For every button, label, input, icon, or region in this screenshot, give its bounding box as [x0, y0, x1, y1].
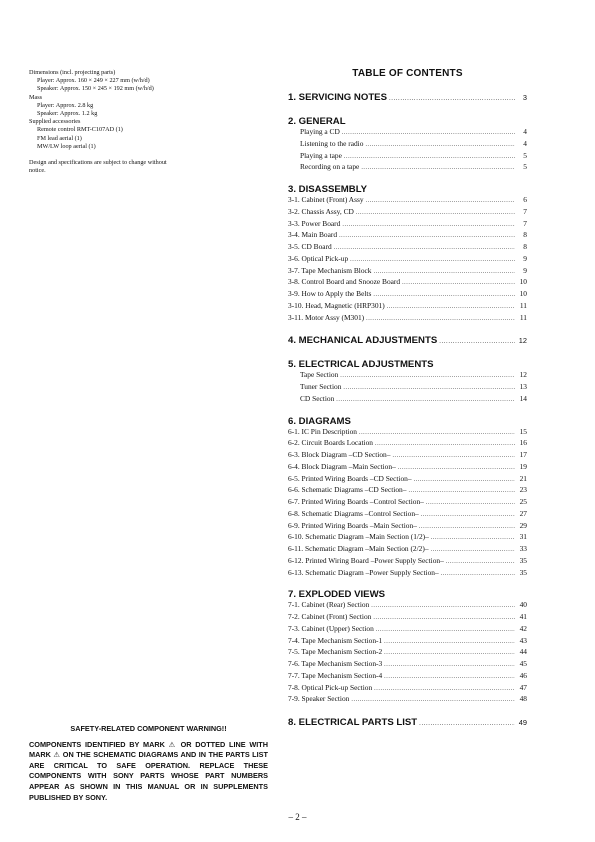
leader-dots [419, 716, 515, 731]
toc-entry-page: 35 [519, 555, 527, 565]
leader-dots [373, 612, 515, 624]
leader-dots [384, 659, 515, 671]
toc-entry[interactable] [288, 450, 527, 462]
toc-section-heading-page: 3 [522, 93, 527, 102]
toc-entry-page: 25 [519, 497, 527, 506]
toc-entry-label: 6-12. Printed Wiring Board –Power Supply Section– [288, 555, 444, 565]
toc-section [288, 91, 527, 106]
toc-entry-page: 8 [523, 230, 527, 240]
toc-entry-label: Playing a CD [300, 127, 340, 136]
leader-dots [356, 207, 515, 219]
toc-entry[interactable] [288, 612, 527, 624]
toc-entry-label: 7-3. Cabinet (Upper) Section [288, 623, 374, 633]
leader-dots [408, 485, 515, 497]
toc-entry-label: 3-9. How to Apply the Belts [288, 289, 372, 298]
leader-dots [359, 427, 515, 439]
toc-entry-label: 7-1. Cabinet (Rear) Section [288, 600, 370, 610]
toc-section-heading: 7. EXPLODED VIEWS [288, 589, 386, 601]
toc-entry-label: 6-13. Schematic Diagram –Power Supply Section– [288, 567, 439, 577]
toc-section-heading: 5. ELECTRICAL ADJUSTMENTS [288, 359, 434, 371]
toc-entry[interactable] [288, 438, 527, 450]
leader-dots [343, 382, 515, 394]
toc-entry[interactable] [288, 151, 527, 163]
toc-entry-label: 7-4. Tape Mechanism Section-1 [288, 635, 383, 645]
toc-entry[interactable] [288, 474, 527, 486]
toc-entry[interactable] [288, 289, 527, 301]
toc-section-heading-label: 1. SERVICING NOTES [288, 92, 387, 103]
toc-entry-label: 7-5. Tape Mechanism Section-2 [288, 647, 383, 657]
toc-entry-label: 3-5. CD Board [288, 242, 332, 251]
toc-section [288, 116, 527, 174]
leader-dots [441, 568, 515, 580]
toc-entry-page: 14 [519, 393, 527, 403]
spec-line: Speaker: Approx. 1.2 kg [37, 110, 98, 118]
leader-dots [421, 509, 515, 521]
toc-entry-label: 6-11. Schematic Diagram –Main Section (2/2)– [288, 544, 429, 553]
toc-section [288, 334, 527, 349]
toc-entry-label: 3-2. Chassis Assy, CD [288, 206, 354, 216]
spec-line: Dimensions (incl. projecting parts) [29, 69, 116, 76]
toc-entry-page: 6 [523, 195, 527, 204]
toc-entry-page: 42 [519, 623, 527, 633]
toc-entry-page: 35 [519, 567, 527, 577]
spec-line: Mass [29, 93, 43, 101]
toc-entry-page: 5 [523, 150, 527, 160]
warning-body: COMPONENTS IDENTIFIED BY MARK ⚠ OR DOTTED LINE WITH MARK ⚠ ON THE SCHEMATIC DIAGRAMS AND IN THE PARTS LIST ARE CRITICAL TO SAFE OPERATION. REPLACE THESE COMPONENTS WITH SONY PARTS WHOSE PART NUMBERS APPEAR AS SHOWN IN THIS MANUAL OR IN SUPPLEMENTS PUBLISHED BY SONY. [29, 739, 268, 802]
toc-entry-page: 41 [519, 612, 527, 621]
toc-entry[interactable] [288, 462, 527, 474]
toc-entry-label: 7-6. Tape Mechanism Section-3 [288, 659, 383, 668]
toc-entry[interactable] [288, 600, 527, 612]
toc-entry-label: 6-7. Printed Wiring Boards –Control Section– [288, 497, 424, 506]
toc-entry-label: 3-8. Control Board and Snooze Board [288, 277, 401, 287]
toc-entry-label: CD Section [300, 393, 335, 403]
toc-entry[interactable] [288, 556, 527, 568]
toc-entry-page: 8 [523, 242, 527, 251]
spec-line: Speaker: Approx. 150 × 245 × 192 mm (w/h/d) [37, 85, 154, 93]
toc-entry-page: 19 [519, 461, 527, 471]
leader-dots [371, 600, 515, 612]
toc-entry-page: 7 [523, 218, 527, 228]
toc-entry-page: 43 [519, 635, 527, 645]
toc-entry-page: 9 [523, 253, 527, 263]
leader-dots [387, 301, 515, 313]
warning-title: SAFETY-RELATED COMPONENT WARNING!! [70, 724, 227, 733]
toc-entry-label: Listening to the radio [300, 138, 364, 148]
toc-entry-page: 7 [523, 206, 527, 216]
leader-dots [384, 647, 515, 659]
leader-dots [431, 544, 515, 556]
toc-entry[interactable] [288, 139, 527, 151]
spec-line: FM lead aerial (1) [37, 134, 82, 142]
toc-entry-label: 7-7. Tape Mechanism Section-4 [288, 670, 383, 680]
toc-entry[interactable] [288, 427, 527, 439]
toc-entry-label: 6-5. Printed Wiring Boards –CD Section– [288, 473, 412, 483]
toc-entry-page: 31 [519, 532, 527, 542]
toc-entry-label: 3-7. Tape Mechanism Block [288, 265, 372, 275]
leader-dots [392, 450, 515, 462]
leader-dots [344, 151, 515, 163]
toc-entry[interactable] [288, 659, 527, 671]
toc-entry-page: 23 [519, 485, 527, 495]
toc-entry[interactable] [288, 671, 527, 683]
toc-section-heading[interactable] [288, 91, 527, 106]
leader-dots [361, 162, 515, 174]
toc-section-heading[interactable] [288, 334, 527, 349]
toc-entry-label: 6-6. Schematic Diagrams –CD Section– [288, 485, 407, 495]
leader-dots [365, 139, 515, 151]
leader-dots [374, 683, 515, 695]
specifications-block [29, 69, 229, 175]
toc-entry-label: 7-9. Speaker Section [288, 694, 350, 704]
toc-entry[interactable] [288, 219, 527, 231]
toc-entry-page: 21 [519, 473, 527, 483]
leader-dots [366, 195, 515, 207]
leader-dots [374, 266, 516, 278]
leader-dots [342, 219, 515, 231]
toc-entry-label: 6-3. Block Diagram –CD Section– [288, 450, 391, 459]
leader-dots [376, 624, 515, 636]
leader-dots [339, 230, 515, 242]
toc-entry-page: 13 [519, 382, 527, 391]
toc-entry-page: 11 [519, 300, 527, 310]
leader-dots [375, 438, 515, 450]
leader-dots [446, 556, 515, 568]
toc-entry-label: 3-6. Optical Pick-up [288, 253, 349, 263]
leader-dots [402, 277, 515, 289]
toc-entry-page: 27 [519, 508, 527, 518]
toc-entry-page: 29 [519, 520, 527, 530]
toc-entry-page: 48 [519, 694, 527, 704]
toc-entry-label: 6-2. Circuit Boards Location [288, 438, 373, 448]
toc-entry[interactable] [288, 485, 527, 497]
toc-entry[interactable] [288, 301, 527, 313]
leader-dots [398, 462, 515, 474]
leader-dots [334, 242, 515, 254]
toc-entry[interactable] [288, 313, 527, 325]
toc-entry-label: 6-1. IC Pin Description [288, 426, 357, 436]
toc-entry-label: Tuner Section [300, 382, 342, 391]
leader-dots [373, 289, 515, 301]
toc-entry-page: 5 [523, 162, 527, 172]
design-note: notice. [29, 167, 46, 175]
toc-entry[interactable] [288, 647, 527, 659]
toc-entry-label: 6-8. Schematic Diagrams –Control Section– [288, 508, 419, 518]
toc-entry[interactable] [288, 683, 527, 695]
toc-section-heading-label: 8. ELECTRICAL PARTS LIST [288, 717, 418, 728]
toc-entry-label: 3-3. Power Board [288, 218, 341, 228]
toc-entry[interactable] [288, 195, 527, 207]
toc-entry[interactable] [288, 521, 527, 533]
toc-section [288, 359, 527, 405]
toc-entry-page: 9 [523, 265, 527, 275]
leader-dots [439, 334, 515, 349]
toc-entry-label: 3-11. Motor Assy (M301) [288, 312, 365, 322]
toc-entry[interactable] [288, 636, 527, 648]
toc-entry[interactable] [288, 162, 527, 174]
spec-line: Remote control RMT-C107AD (1) [37, 126, 123, 134]
toc-entry-label: 3-1. Cabinet (Front) Assy [288, 195, 364, 204]
toc-entry-page: 12 [519, 370, 527, 380]
toc-entry[interactable] [288, 544, 527, 556]
toc-entry[interactable] [288, 242, 527, 254]
toc-section [288, 184, 527, 324]
toc-entry-page: 16 [519, 438, 527, 448]
toc-entry-page: 4 [523, 138, 527, 148]
spec-line: Supplied accessories [29, 118, 81, 126]
toc-entry-label: Playing a tape [300, 150, 342, 160]
toc-entry-label: 7-2. Cabinet (Front) Section [288, 612, 372, 621]
leader-dots [336, 394, 515, 406]
spec-line: MW/LW loop aerial (1) [37, 142, 96, 150]
leader-dots [384, 636, 515, 648]
spacer [29, 151, 229, 159]
toc-entry[interactable] [288, 382, 527, 394]
toc-entry[interactable] [288, 532, 527, 544]
leader-dots [431, 532, 515, 544]
toc-entry-label: Tape Section [300, 370, 339, 380]
toc-entry-page: 11 [519, 312, 527, 322]
toc-section [288, 416, 527, 580]
page-number: – 2 – [288, 812, 307, 822]
toc-entry[interactable] [288, 497, 527, 509]
toc-entry-page: 44 [519, 647, 527, 657]
toc-entry[interactable] [288, 694, 527, 706]
leader-dots [340, 370, 515, 382]
toc-entry-label: 6-4. Block Diagram –Main Section– [288, 461, 396, 471]
toc-entry[interactable] [288, 624, 527, 636]
toc-section-heading-page: 12 [518, 336, 527, 346]
toc-entry-label: Recording on a tape [300, 162, 360, 172]
toc-title: TABLE OF CONTENTS [352, 68, 463, 79]
leader-dots [350, 254, 515, 266]
leader-dots [342, 127, 515, 139]
spec-line: Player: Approx. 2.8 kg [37, 101, 94, 109]
toc-entry-page: 47 [519, 682, 527, 692]
toc-entry-page: 33 [519, 544, 527, 553]
table-of-contents [288, 68, 527, 741]
toc-section [288, 589, 527, 706]
leader-dots [414, 474, 515, 486]
toc-entry[interactable] [288, 277, 527, 289]
safety-warning [29, 724, 268, 803]
leader-dots [351, 694, 515, 706]
toc-entry[interactable] [288, 370, 527, 382]
toc-entry-label: 6-9. Printed Wiring Boards –Main Section– [288, 520, 417, 530]
toc-section-heading: 2. GENERAL [288, 116, 346, 127]
toc-section-heading[interactable] [288, 716, 527, 731]
leader-dots [384, 671, 515, 683]
toc-section-heading-page: 49 [518, 718, 527, 727]
leader-dots [389, 91, 515, 106]
toc-entry[interactable] [288, 568, 527, 580]
toc-entry-page: 46 [519, 670, 527, 680]
toc-entry[interactable] [288, 254, 527, 266]
toc-entry-label: 3-4. Main Board [288, 230, 338, 240]
toc-body [288, 91, 527, 731]
toc-entry-page: 10 [519, 289, 527, 298]
toc-entry[interactable] [288, 509, 527, 521]
toc-entry-page: 40 [519, 600, 527, 610]
toc-entry-page: 17 [519, 450, 527, 459]
toc-section-heading-label: 4. MECHANICAL ADJUSTMENTS [288, 335, 438, 347]
leader-dots [426, 497, 515, 509]
leader-dots [366, 313, 515, 325]
toc-entry-page: 10 [519, 277, 527, 287]
toc-section [288, 716, 527, 731]
toc-entry[interactable] [288, 266, 527, 278]
leader-dots [419, 521, 515, 533]
toc-entry-page: 4 [523, 127, 527, 136]
toc-entry-page: 45 [519, 659, 527, 668]
toc-entry-label: 6-10. Schematic Diagram –Main Section (1/2)– [288, 532, 429, 542]
toc-entry[interactable] [288, 394, 527, 406]
toc-entry[interactable] [288, 207, 527, 219]
toc-section-heading: 3. DISASSEMBLY [288, 184, 368, 195]
toc-section-heading: 6. DIAGRAMS [288, 415, 351, 427]
design-note: Design and specifications are subject to change without [29, 159, 167, 167]
toc-entry-label: 3-10. Head, Magnetic (HRP301) [288, 300, 385, 310]
toc-entry[interactable] [288, 127, 527, 139]
spec-line: Player: Approx. 160 × 249 × 227 mm (w/h/d) [37, 77, 150, 85]
toc-entry-page: 15 [519, 426, 527, 436]
toc-entry-label: 7-8. Optical Pick-up Section [288, 682, 373, 692]
toc-entry[interactable] [288, 230, 527, 242]
